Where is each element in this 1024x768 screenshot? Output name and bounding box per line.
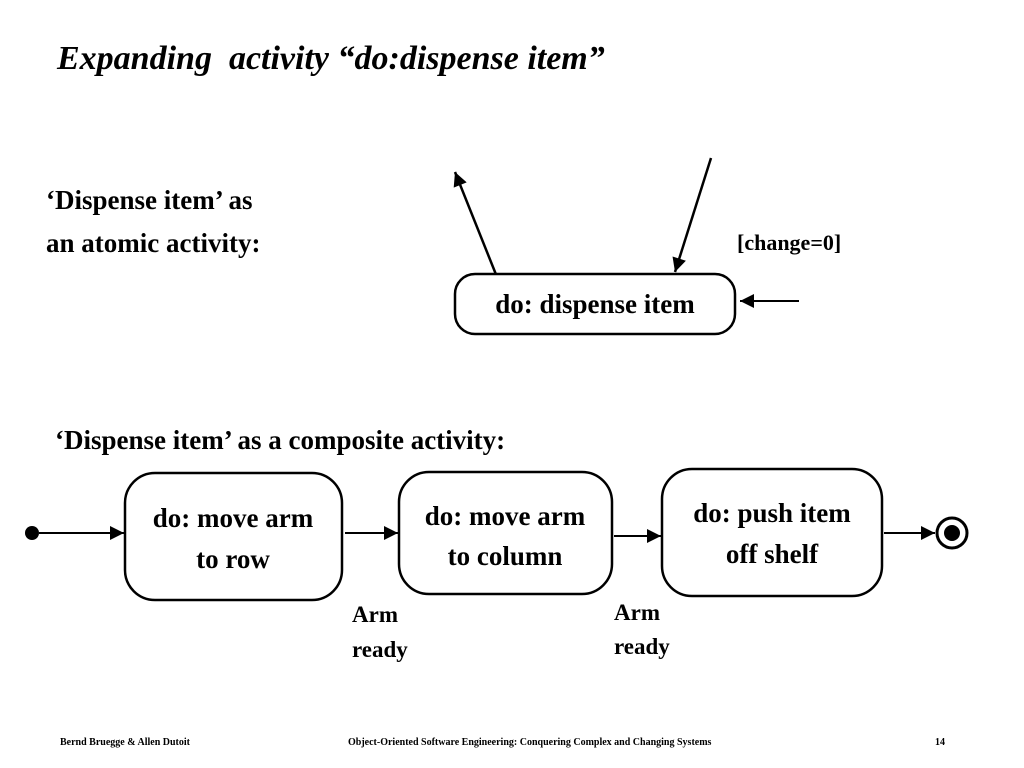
final-state-dot [944, 525, 960, 541]
composite-heading: ‘Dispense item’ as a composite activity: [55, 425, 506, 455]
state-push-item-off-shelf [662, 469, 882, 596]
transition-1-label-line1: Arm [352, 602, 398, 627]
transition-2-label-line1: Arm [614, 600, 660, 625]
slide-title: Expanding activity “do:dispense item” [57, 40, 605, 77]
state-move-arm-to-column [399, 472, 612, 594]
state-2-line1: do: move arm [424, 501, 586, 531]
state-3-line1: do: push item [693, 498, 851, 528]
transition-2-label-line2: ready [614, 634, 670, 659]
state-move-arm-to-row [125, 473, 342, 600]
footer-book-title: Object-Oriented Software Engineering: Conquering Complex and Changing Systems [348, 737, 712, 748]
atomic-state-label: do: dispense item [495, 289, 695, 319]
initial-state [25, 526, 39, 540]
outgoing-transition-arrow [455, 172, 497, 277]
guard-condition: [change=0] [737, 230, 842, 255]
state-1-line2: to row [196, 544, 270, 574]
state-3-line2: off shelf [725, 539, 819, 569]
incoming-transition-arrow [675, 158, 711, 272]
footer-page-number: 14 [935, 737, 945, 748]
footer-authors: Bernd Bruegge & Allen Dutoit [60, 737, 190, 748]
state-1-line1: do: move arm [152, 503, 314, 533]
atomic-heading-line2: an atomic activity: [46, 228, 261, 258]
atomic-heading-line1: ‘Dispense item’ as [46, 185, 253, 215]
state-2-line2: to column [447, 541, 563, 571]
transition-1-label-line2: ready [352, 637, 408, 662]
